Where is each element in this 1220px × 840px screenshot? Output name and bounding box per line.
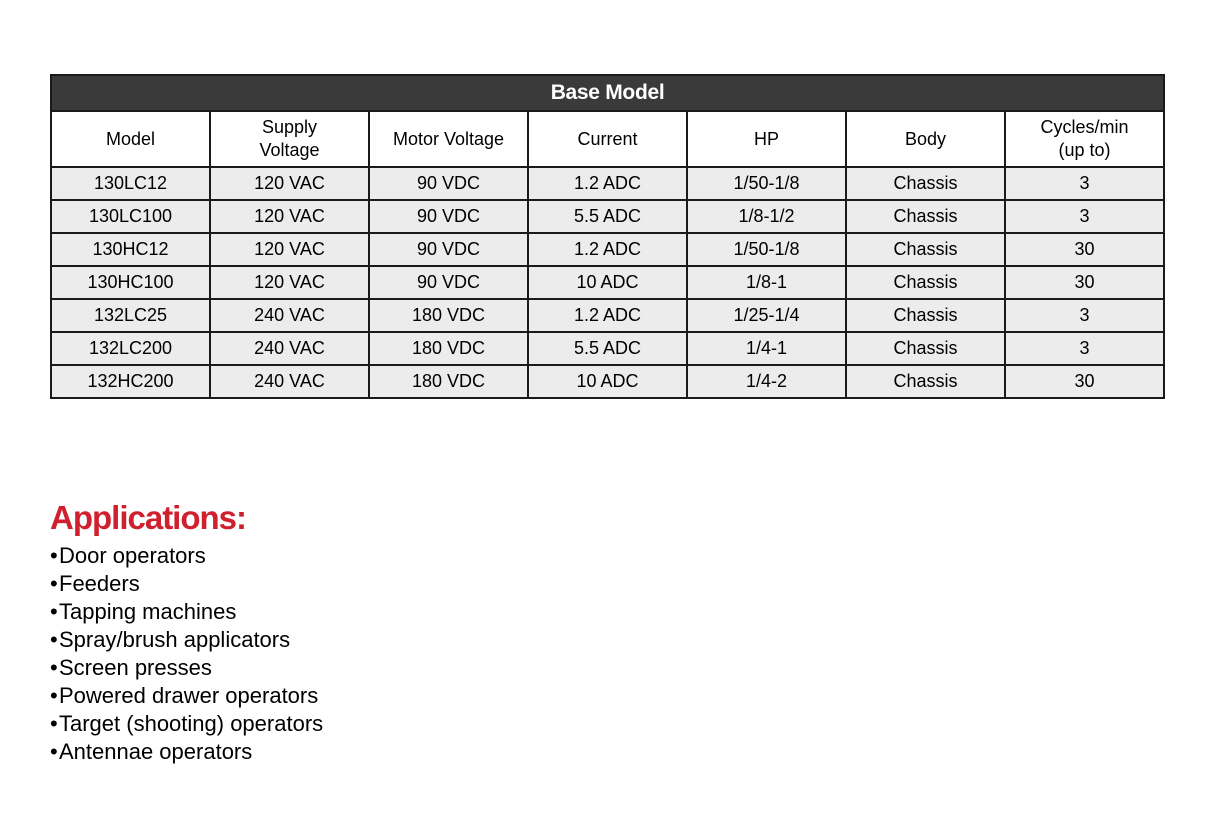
cell-body: Chassis	[846, 200, 1005, 233]
cell-hp: 1/8-1	[687, 266, 846, 299]
cell-model: 130LC100	[51, 200, 210, 233]
cell-model: 132HC200	[51, 365, 210, 398]
bullet-icon: •	[50, 627, 58, 652]
cell-supply-voltage: 240 VAC	[210, 332, 369, 365]
table-row	[51, 200, 1164, 233]
cell-motor-voltage: 180 VDC	[369, 332, 528, 365]
header-row	[51, 111, 1164, 167]
header-body-label: Body	[904, 128, 947, 149]
cell-hp: 1/50-1/8	[687, 233, 846, 266]
table-row	[51, 233, 1164, 266]
header-current	[528, 111, 687, 167]
cell-cycles-min: 3	[1005, 200, 1164, 233]
cell-supply-voltage: 120 VAC	[210, 200, 369, 233]
list-item-label: Feeders	[59, 571, 140, 596]
table-row	[51, 299, 1164, 332]
table-row	[51, 266, 1164, 299]
header-cycles-min	[1005, 111, 1164, 167]
cell-supply-voltage: 120 VAC	[210, 266, 369, 299]
list-item-label: Tapping machines	[59, 599, 237, 624]
cell-current: 5.5 ADC	[528, 200, 687, 233]
header-body	[846, 111, 1005, 167]
cell-motor-voltage: 90 VDC	[369, 167, 528, 200]
cell-body: Chassis	[846, 299, 1005, 332]
cell-model: 130HC12	[51, 233, 210, 266]
list-item	[50, 710, 323, 738]
list-item-label: Door operators	[59, 543, 206, 568]
list-item-label: Powered drawer operators	[59, 683, 319, 708]
list-item	[50, 598, 323, 626]
header-hp	[687, 111, 846, 167]
header-supply-voltage	[210, 111, 369, 167]
cell-cycles-min: 3	[1005, 167, 1164, 200]
cell-cycles-min: 30	[1005, 233, 1164, 266]
applications-title: Applications:	[50, 499, 247, 536]
cell-body: Chassis	[846, 266, 1005, 299]
table-row	[51, 167, 1164, 200]
list-item	[50, 682, 323, 710]
list-item-label: Target (shooting) operators	[59, 711, 324, 736]
cell-hp: 1/25-1/4	[687, 299, 846, 332]
base-model-table	[50, 74, 1165, 399]
table-row	[51, 365, 1164, 398]
list-item	[50, 626, 323, 654]
cell-current: 1.2 ADC	[528, 167, 687, 200]
header-model	[51, 111, 210, 167]
header-cycles-min-line1: Cycles/min	[1040, 117, 1129, 137]
bullet-icon: •	[50, 711, 58, 736]
cell-current: 1.2 ADC	[528, 299, 687, 332]
cell-current: 10 ADC	[528, 266, 687, 299]
cell-hp: 1/8-1/2	[687, 200, 846, 233]
header-motor-voltage-label: Motor Voltage	[392, 128, 505, 149]
cell-model: 130HC100	[51, 266, 210, 299]
cell-current: 5.5 ADC	[528, 332, 687, 365]
cell-body: Chassis	[846, 332, 1005, 365]
bullet-icon: •	[50, 599, 58, 624]
cell-cycles-min: 30	[1005, 365, 1164, 398]
list-item-label: Antennae operators	[59, 739, 253, 764]
cell-body: Chassis	[846, 167, 1005, 200]
header-motor-voltage	[369, 111, 528, 167]
header-cycles-min-line2: (up to)	[1058, 140, 1111, 160]
cell-cycles-min: 30	[1005, 266, 1164, 299]
cell-supply-voltage: 120 VAC	[210, 167, 369, 200]
bullet-icon: •	[50, 571, 58, 596]
cell-hp: 1/4-2	[687, 365, 846, 398]
cell-supply-voltage: 240 VAC	[210, 365, 369, 398]
bullet-icon: •	[50, 543, 58, 568]
header-supply-voltage-line1: Supply	[261, 117, 318, 137]
cell-hp: 1/50-1/8	[687, 167, 846, 200]
cell-current: 10 ADC	[528, 365, 687, 398]
applications-list	[50, 542, 323, 766]
banner-row	[51, 75, 1164, 111]
cell-body: Chassis	[846, 233, 1005, 266]
bullet-icon: •	[50, 655, 58, 680]
cell-motor-voltage: 180 VDC	[369, 299, 528, 332]
list-item	[50, 738, 323, 766]
cell-model: 130LC12	[51, 167, 210, 200]
list-item	[50, 542, 323, 570]
cell-body: Chassis	[846, 365, 1005, 398]
header-supply-voltage-line2: Voltage	[259, 140, 320, 160]
list-item	[50, 570, 323, 598]
applications-section	[50, 496, 323, 766]
cell-model: 132LC25	[51, 299, 210, 332]
cell-supply-voltage: 120 VAC	[210, 233, 369, 266]
bullet-icon: •	[50, 683, 58, 708]
cell-motor-voltage: 90 VDC	[369, 233, 528, 266]
table-banner: Base Model	[51, 75, 1164, 111]
cell-motor-voltage: 90 VDC	[369, 266, 528, 299]
list-item-label: Screen presses	[59, 655, 212, 680]
cell-current: 1.2 ADC	[528, 233, 687, 266]
bullet-icon: •	[50, 739, 58, 764]
cell-motor-voltage: 90 VDC	[369, 200, 528, 233]
cell-cycles-min: 3	[1005, 299, 1164, 332]
header-model-label: Model	[105, 128, 156, 149]
cell-supply-voltage: 240 VAC	[210, 299, 369, 332]
cell-motor-voltage: 180 VDC	[369, 365, 528, 398]
header-hp-label: HP	[753, 128, 779, 149]
table-row	[51, 332, 1164, 365]
list-item-label: Spray/brush applicators	[59, 627, 291, 652]
cell-hp: 1/4-1	[687, 332, 846, 365]
header-current-label: Current	[577, 128, 638, 149]
cell-cycles-min: 3	[1005, 332, 1164, 365]
cell-model: 132LC200	[51, 332, 210, 365]
list-item	[50, 654, 323, 682]
